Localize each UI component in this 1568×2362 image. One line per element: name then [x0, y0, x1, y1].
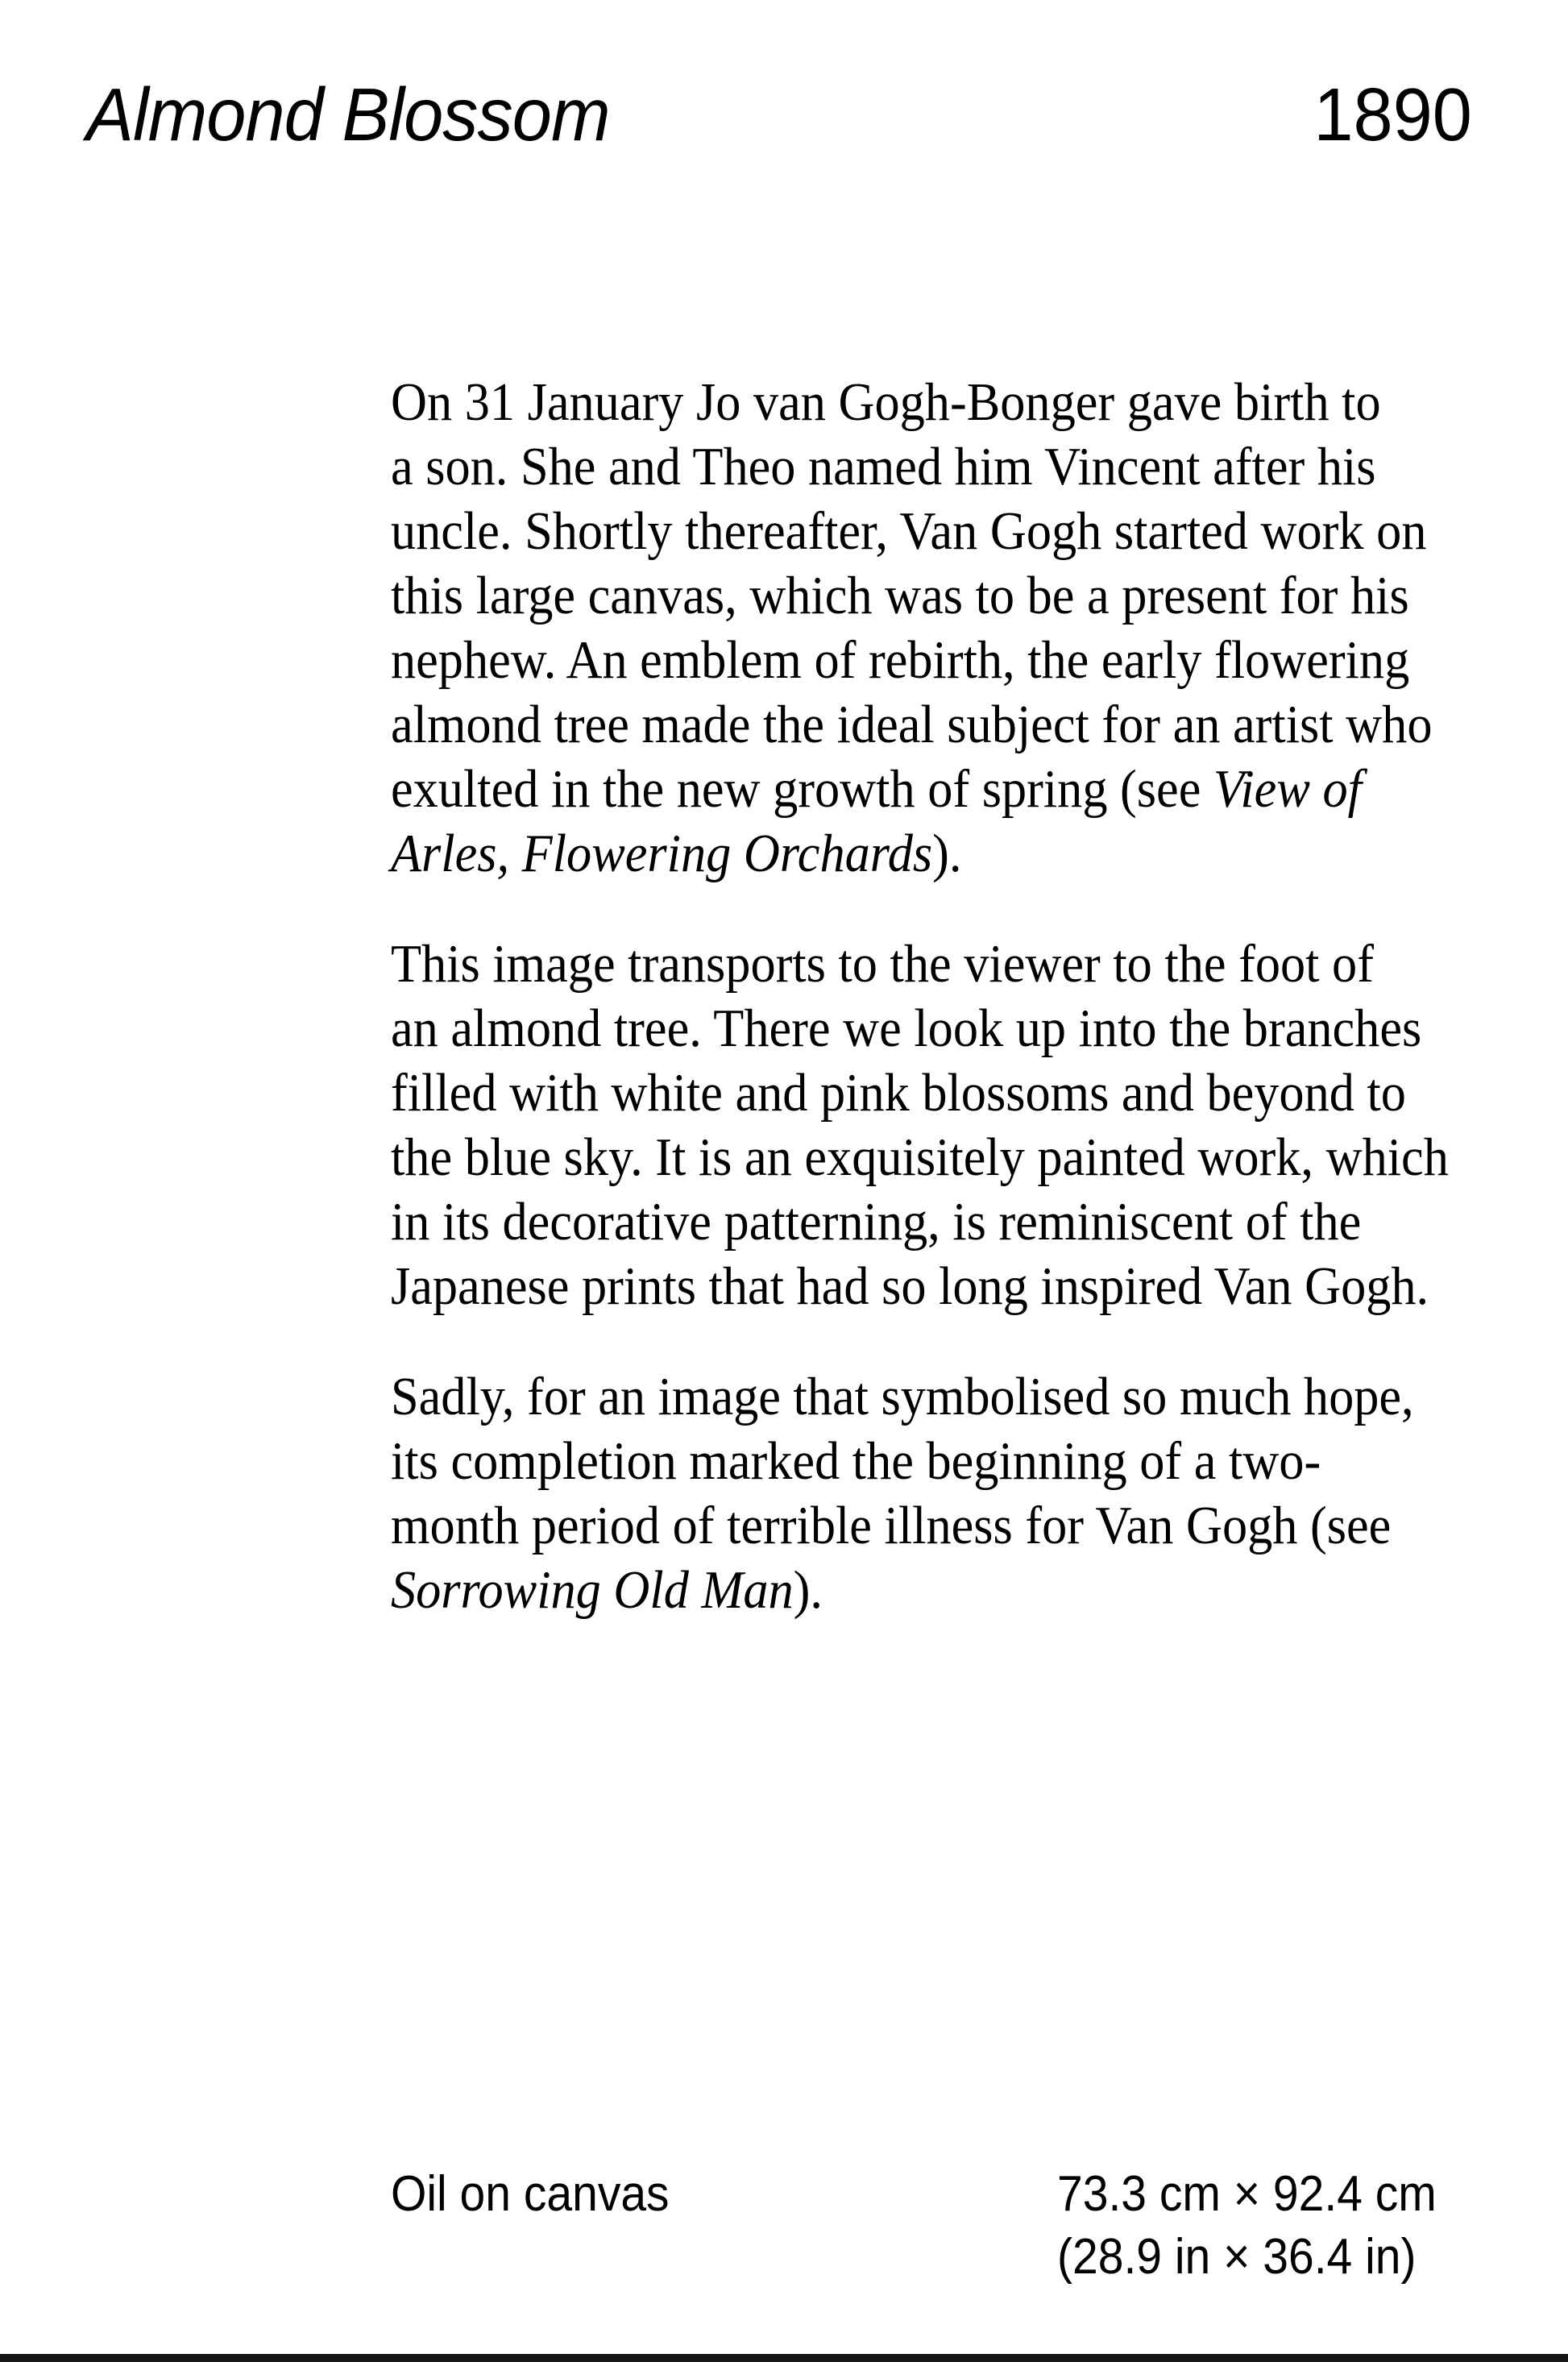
text-line — [391, 628, 1449, 692]
text-segment: filled with white and pink blossoms and beyond to — [391, 1063, 1406, 1123]
text-line — [391, 692, 1449, 757]
page-title: Almond Blossom — [86, 73, 610, 156]
text-segment: View of — [1213, 759, 1362, 819]
text-line — [391, 757, 1449, 821]
text-segment: uncle. Shortly thereafter, Van Gogh started work on — [391, 501, 1427, 561]
artwork-year: 1890 — [1313, 73, 1472, 156]
paragraph — [391, 932, 1449, 1318]
text-line — [391, 1125, 1449, 1189]
text-line — [391, 932, 1449, 996]
text-segment: an almond tree. There we look up into the branches — [391, 998, 1422, 1058]
text-segment: a son. She and Theo named him Vincent after his — [391, 437, 1376, 496]
text-segment: nephew. An emblem of rebirth, the early flowering — [391, 630, 1410, 690]
text-line — [391, 1364, 1449, 1429]
artwork-medium: Oil on canvas — [391, 2166, 670, 2222]
text-line — [391, 1254, 1449, 1318]
dimensions-metric: 73.3 cm × 92.4 cm — [1057, 2166, 1437, 2222]
text-segment: Arles, Flowering Orchards — [391, 824, 933, 883]
text-segment: this large canvas, which was to be a present for his — [391, 566, 1409, 625]
text-line — [391, 1429, 1449, 1493]
artwork-dimensions — [1057, 2163, 1437, 2289]
text-segment: ). — [932, 824, 962, 883]
text-segment: exulted in the new growth of spring (see — [391, 759, 1213, 819]
text-segment: ). — [793, 1560, 823, 1620]
text-segment: the blue sky. It is an exquisitely painted work, which — [391, 1127, 1449, 1187]
text-segment: This image transports to the viewer to the foot of — [391, 934, 1374, 994]
text-segment: its completion marked the beginning of a two- — [391, 1431, 1321, 1491]
paragraph — [391, 370, 1449, 886]
text-line — [391, 1558, 1449, 1622]
text-segment: Sadly, for an image that symbolised so much hope, — [391, 1367, 1414, 1426]
text-line — [391, 1061, 1449, 1125]
dimensions-imperial: (28.9 in × 36.4 in) — [1057, 2229, 1417, 2285]
article-body — [391, 370, 1449, 1622]
text-line — [391, 1493, 1449, 1558]
text-line — [391, 821, 1449, 886]
text-line — [391, 1189, 1449, 1254]
text-segment: almond tree made the ideal subject for an artist who — [391, 695, 1433, 754]
text-segment: Sorrowing Old Man — [391, 1560, 794, 1620]
text-segment: month period of terrible illness for Van Gogh (see — [391, 1496, 1392, 1555]
text-line — [391, 499, 1449, 563]
text-line — [391, 563, 1449, 628]
text-line — [391, 370, 1449, 434]
text-line — [391, 434, 1449, 499]
text-segment: Japanese prints that had so long inspired Van Gogh. — [391, 1256, 1429, 1316]
text-line — [391, 996, 1449, 1061]
bottom-bar — [0, 2354, 1568, 2362]
text-segment: in its decorative patterning, is reminiscent of the — [391, 1192, 1362, 1252]
text-segment: On 31 January Jo van Gogh-Bonger gave birth to — [391, 372, 1381, 432]
paragraph — [391, 1364, 1449, 1622]
